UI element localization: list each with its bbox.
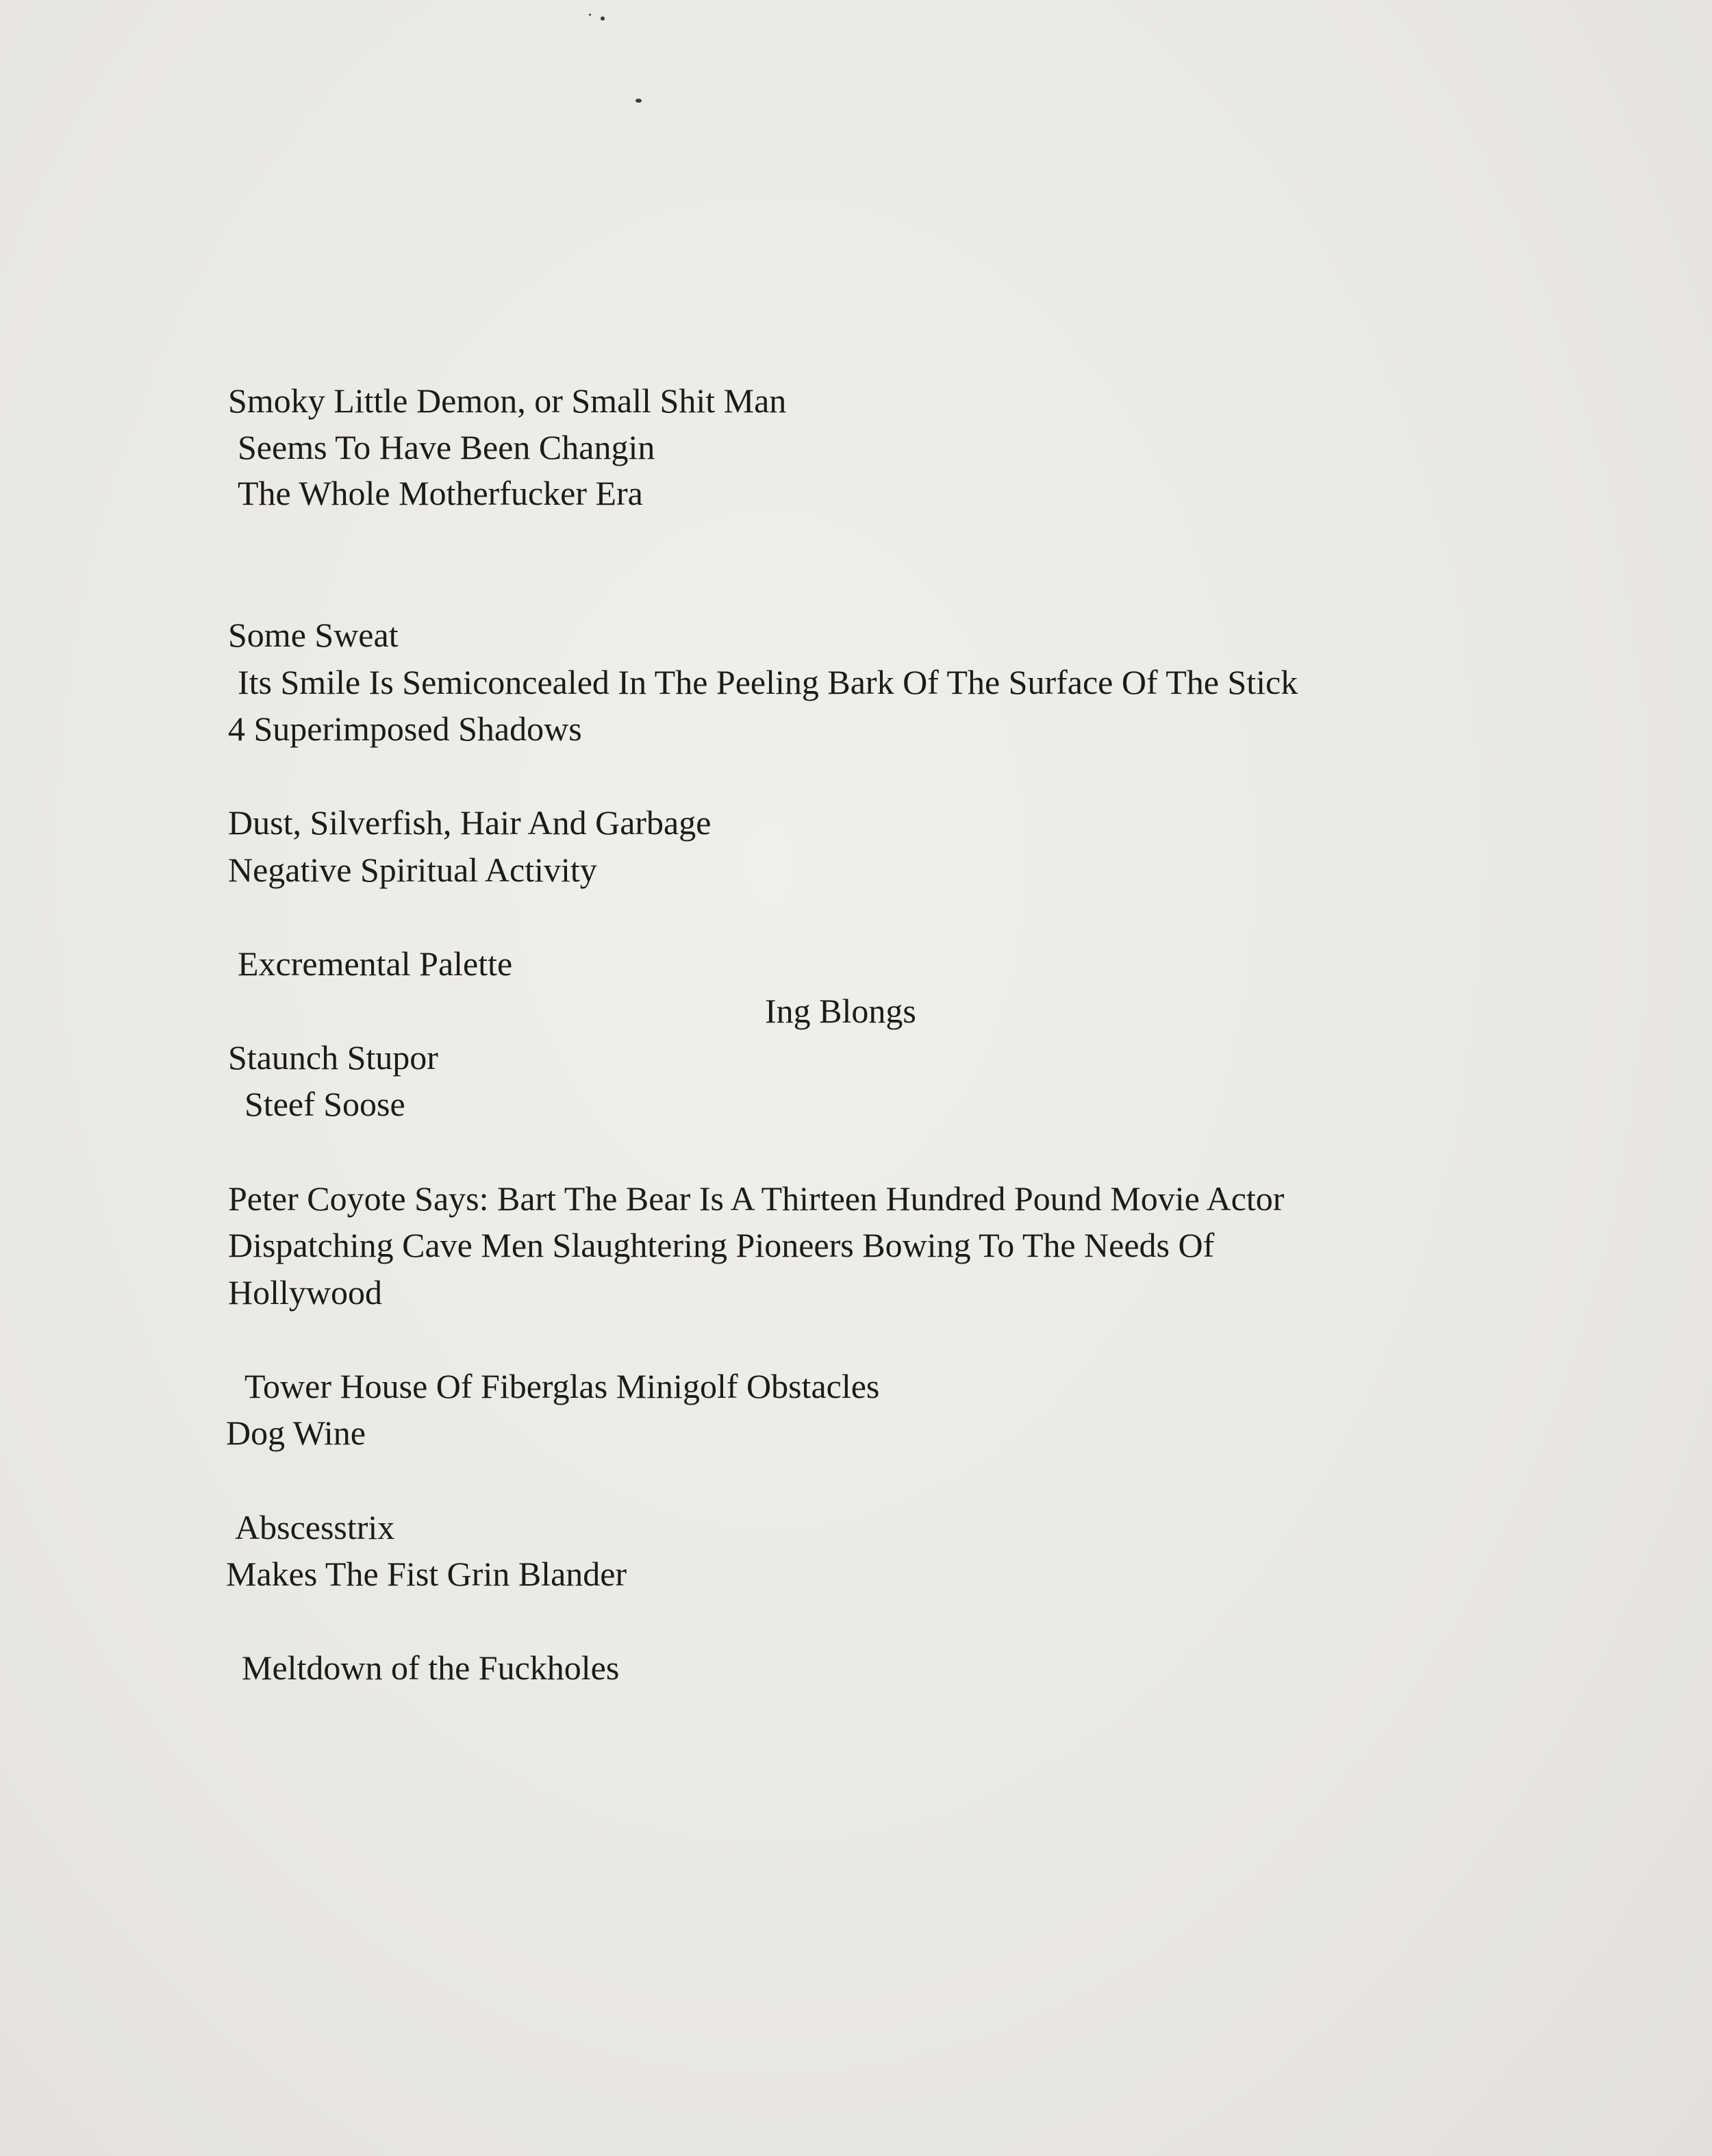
poem-line: Abscesstrix <box>235 1508 395 1546</box>
poem-line: Seems To Have Been Changin <box>238 428 655 466</box>
poem-line: Smoky Little Demon, or Small Shit Man <box>228 381 787 420</box>
poem-line: Some Sweat <box>228 616 399 654</box>
poem-line: Makes The Fist Grin Blander <box>226 1555 627 1593</box>
poem-line: Dispatching Cave Men Slaughtering Pioneers Bowing To The Needs Of <box>228 1226 1215 1264</box>
poem-line: Peter Coyote Says: Bart The Bear Is A Thirteen Hundred Pound Movie Actor <box>228 1179 1285 1218</box>
ink-speck <box>601 16 605 21</box>
poem-line: Ing Blongs <box>765 992 916 1030</box>
ink-speck <box>635 99 642 103</box>
poem-line: Meltdown of the Fuckholes <box>242 1649 620 1687</box>
ink-speck <box>589 14 591 16</box>
poem-line: 4 Superimposed Shadows <box>228 710 582 748</box>
poem-line: Hollywood <box>228 1273 382 1312</box>
poem-line: Dust, Silverfish, Hair And Garbage <box>228 803 712 842</box>
poem-line: Staunch Stupor <box>228 1038 438 1077</box>
poem-line: Excremental Palette <box>238 944 513 983</box>
poem-line: Tower House Of Fiberglas Minigolf Obstacles <box>244 1367 880 1405</box>
poem-line: Its Smile Is Semiconcealed In The Peeling Bark Of The Surface Of The Stick <box>238 663 1298 701</box>
poem-line: The Whole Motherfucker Era <box>238 474 643 512</box>
poem-line: Dog Wine <box>226 1414 366 1452</box>
poem-line: Negative Spiritual Activity <box>228 851 597 889</box>
poem-line: Steef Soose <box>244 1085 405 1123</box>
